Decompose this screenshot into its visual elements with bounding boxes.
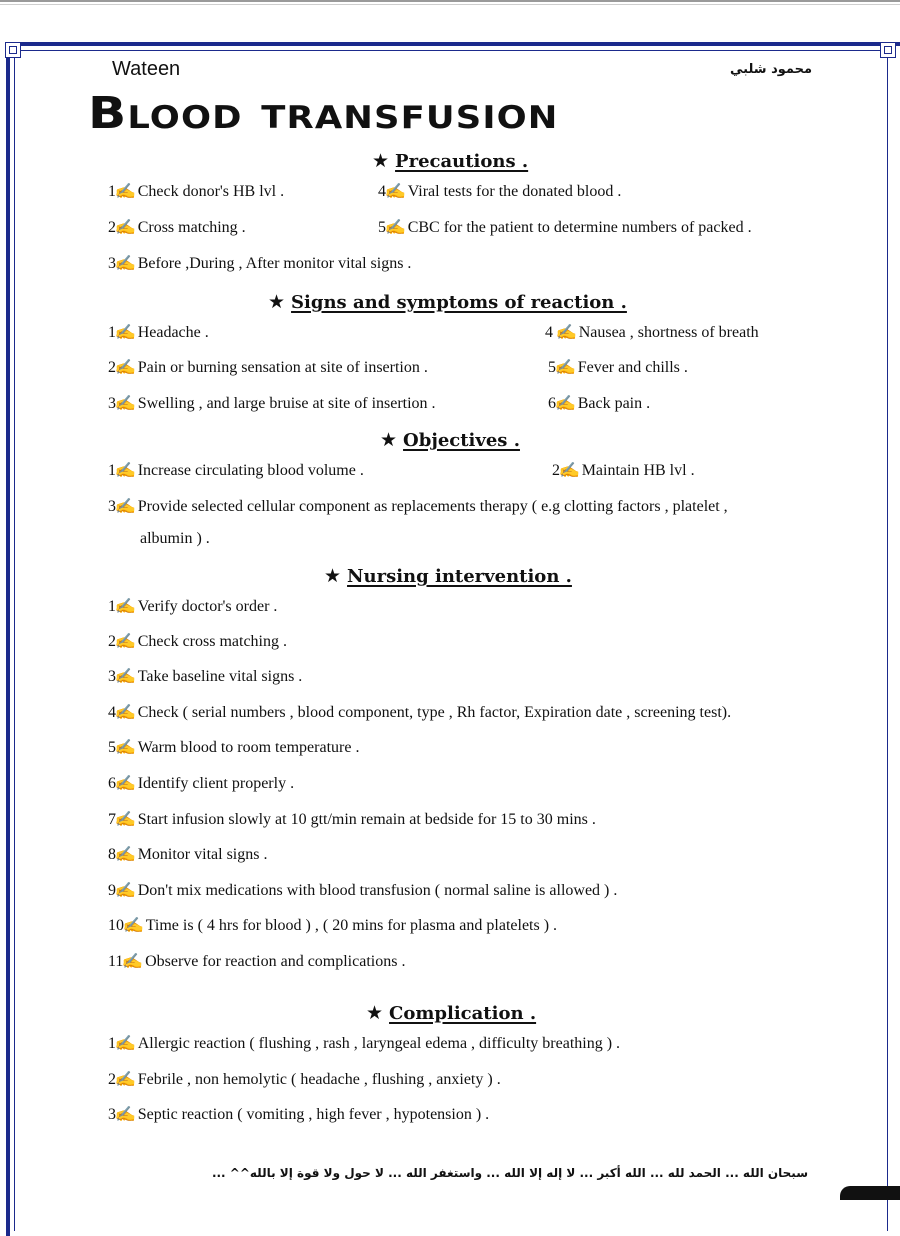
objective-item: 1✍Increase circulating blood volume . xyxy=(108,462,364,479)
writing-hand-icon: ✍ xyxy=(114,499,137,515)
border-corner-ornament-left xyxy=(5,42,21,58)
precaution-item: 5✍CBC for the patient to determine numbers of packed . xyxy=(378,219,752,236)
complication-item: 1✍Allergic reaction ( flushing , rash , laryngeal edema , difficulty breathing ) . xyxy=(108,1035,621,1052)
writing-hand-icon: ✍ xyxy=(384,220,407,236)
sign-item: 2✍Pain or burning sensation at site of insertion . xyxy=(108,359,428,376)
footer-dhikr: سبحان الله ... الحمد لله ... الله أكبر ... لا إله إلا الله ... واستغفر الله ... لا حول ولا قوة إلا بالله^^ ... xyxy=(211,1166,808,1180)
nursing-item: 10✍Time is ( 4 hrs for blood ) , ( 20 mins for plasma and platelets ) . xyxy=(108,917,558,934)
nursing-item: 11✍Observe for reaction and complications . xyxy=(108,953,406,970)
page-curl-decoration xyxy=(840,1186,900,1200)
top-edge-line-secondary xyxy=(0,4,900,5)
writing-hand-icon: ✍ xyxy=(114,634,137,650)
writing-hand-icon: ✍ xyxy=(114,776,137,792)
writing-hand-icon: ✍ xyxy=(122,918,145,934)
writing-hand-icon: ✍ xyxy=(114,463,137,479)
objective-item-continuation: albumin ) . xyxy=(140,530,210,547)
page-title: Blood transfusion xyxy=(88,88,559,139)
writing-hand-icon: ✍ xyxy=(114,599,137,615)
writing-hand-icon: ✍ xyxy=(114,740,137,756)
brand-label: Wateen xyxy=(112,58,181,80)
section-heading-complication: ★ Complication . xyxy=(366,1002,537,1024)
writing-hand-icon: ✍ xyxy=(114,256,137,272)
writing-hand-icon: ✍ xyxy=(114,360,137,376)
nursing-item: 4✍Check ( serial numbers , blood component, type , Rh factor, Expiration date , screening test). xyxy=(108,704,732,721)
nursing-item: 9✍Don't mix medications with blood transfusion ( normal saline is allowed ) . xyxy=(108,882,618,899)
section-heading-signs: ★ Signs and symptoms of reaction . xyxy=(268,291,627,313)
writing-hand-icon: ✍ xyxy=(114,812,137,828)
nursing-item: 5✍Warm blood to room temperature . xyxy=(108,739,360,756)
section-heading-objectives: ★ Objectives . xyxy=(380,429,520,451)
writing-hand-icon: ✍ xyxy=(114,847,137,863)
writing-hand-icon: ✍ xyxy=(114,220,137,236)
writing-hand-icon: ✍ xyxy=(114,669,137,685)
star-icon: ★ xyxy=(380,429,398,451)
top-edge-line xyxy=(0,0,900,2)
writing-hand-icon: ✍ xyxy=(114,184,137,200)
writing-hand-icon: ✍ xyxy=(554,360,577,376)
objective-item: 3✍Provide selected cellular component as replacements therapy ( e.g clotting factors , platelet , xyxy=(108,498,728,515)
writing-hand-icon: ✍ xyxy=(114,883,137,899)
nursing-item: 8✍Monitor vital signs . xyxy=(108,846,268,863)
section-heading-precautions: ★ Precautions . xyxy=(372,150,529,172)
complication-item: 2✍Febrile , non hemolytic ( headache , flushing , anxiety ) . xyxy=(108,1071,501,1088)
nursing-item: 2✍Check cross matching . xyxy=(108,633,287,650)
writing-hand-icon: ✍ xyxy=(558,463,581,479)
writing-hand-icon: ✍ xyxy=(114,1107,137,1123)
precaution-item: 2✍Cross matching . xyxy=(108,219,246,236)
nursing-item: 6✍Identify client properly . xyxy=(108,775,295,792)
writing-hand-icon: ✍ xyxy=(114,325,137,341)
star-icon: ★ xyxy=(268,291,286,313)
section-heading-nursing: ★ Nursing intervention . xyxy=(324,565,572,587)
precaution-item: 3✍Before ,During , After monitor vital signs . xyxy=(108,255,412,272)
border-corner-ornament-right xyxy=(880,42,896,58)
sign-item: 5✍Fever and chills . xyxy=(548,359,688,376)
precaution-item: 1✍Check donor's HB lvl . xyxy=(108,183,285,200)
writing-hand-icon: ✍ xyxy=(555,325,578,341)
nursing-item: 1✍Verify doctor's order . xyxy=(108,598,278,615)
writing-hand-icon: ✍ xyxy=(114,1036,137,1052)
nursing-item: 7✍Start infusion slowly at 10 gtt/min remain at bedside for 15 to 30 mins . xyxy=(108,811,596,828)
precaution-item: 4✍Viral tests for the donated blood . xyxy=(378,183,622,200)
star-icon: ★ xyxy=(324,565,342,587)
objective-item: 2✍Maintain HB lvl . xyxy=(552,462,695,479)
writing-hand-icon: ✍ xyxy=(554,396,577,412)
sign-item: 6✍Back pain . xyxy=(548,395,651,412)
writing-hand-icon: ✍ xyxy=(114,705,137,721)
writing-hand-icon: ✍ xyxy=(384,184,407,200)
star-icon: ★ xyxy=(366,1002,384,1024)
sign-item: 4 ✍Nausea , shortness of breath xyxy=(545,324,759,341)
writing-hand-icon: ✍ xyxy=(114,396,137,412)
sign-item: 1✍Headache . xyxy=(108,324,209,341)
writing-hand-icon: ✍ xyxy=(114,1072,137,1088)
writing-hand-icon: ✍ xyxy=(122,954,144,970)
sign-item: 3✍Swelling , and large bruise at site of insertion . xyxy=(108,395,436,412)
star-icon: ★ xyxy=(372,150,390,172)
nursing-item: 3✍Take baseline vital signs . xyxy=(108,668,303,685)
complication-item: 3✍Septic reaction ( vomiting , high fever , hypotension ) . xyxy=(108,1106,490,1123)
author-name: محمود شلبي xyxy=(730,62,813,77)
